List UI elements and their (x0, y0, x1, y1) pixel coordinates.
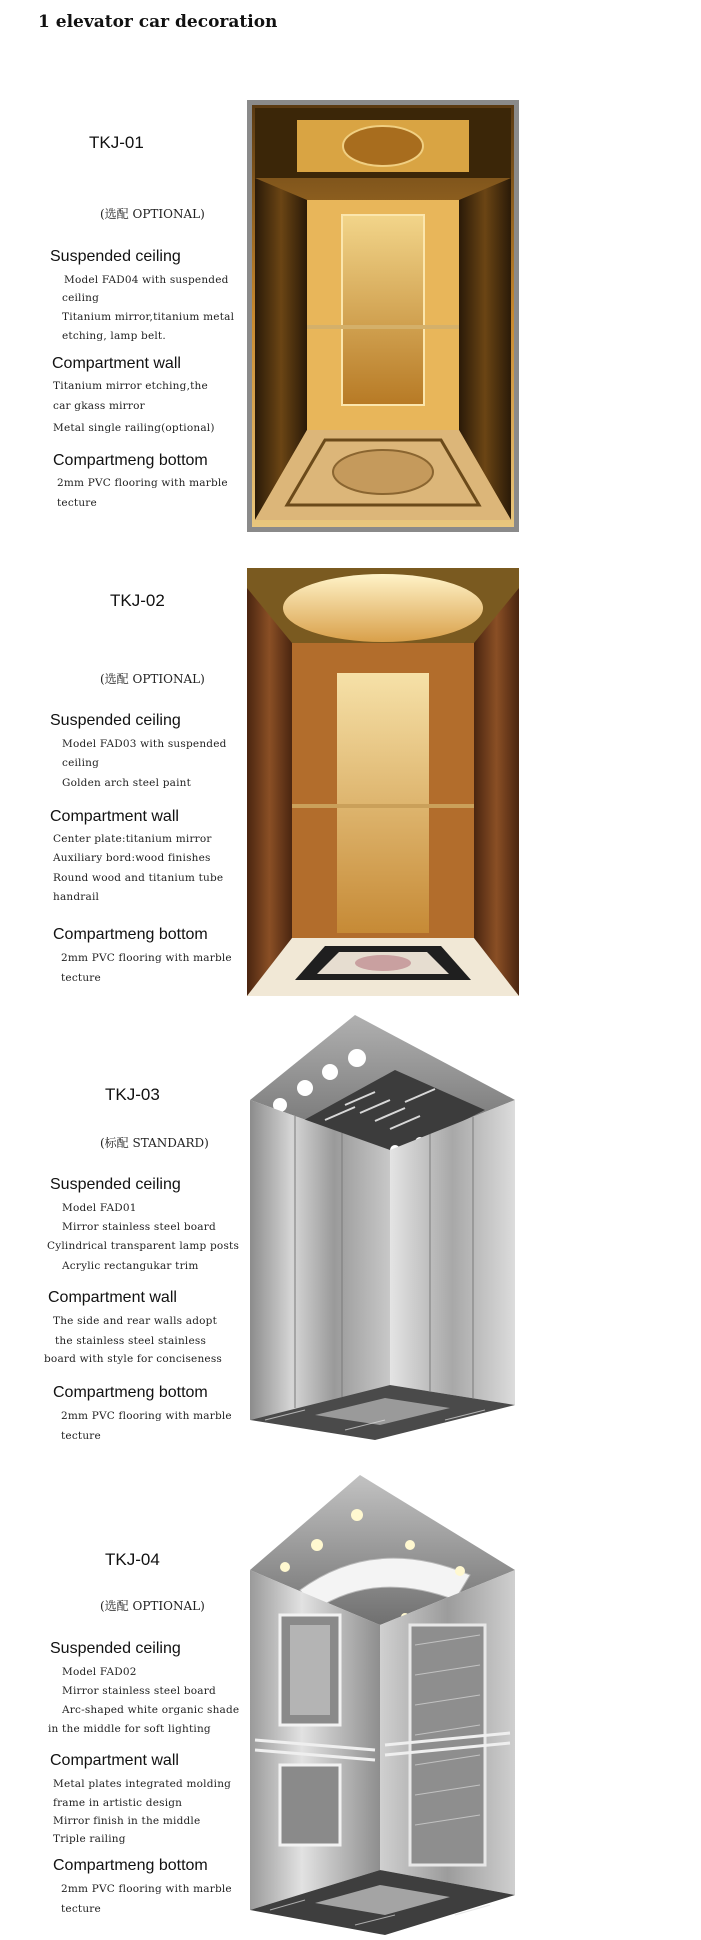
wall-line: Center plate:titanium mirror (53, 833, 212, 845)
ceiling-line: Model FAD04 with suspended (64, 274, 229, 286)
wall-line: car gkass mirror (53, 400, 145, 412)
model-name: TKJ-04 (105, 1550, 160, 1569)
elevator-car-photo (247, 100, 519, 532)
wall-line: Titanium mirror etching,the (53, 380, 208, 392)
model-name: TKJ-01 (89, 133, 144, 152)
ceiling-line: ceiling (62, 292, 100, 304)
page-title: 1 elevator car decoration (38, 12, 278, 32)
bottom-line: tecture (61, 972, 101, 984)
wall-heading: Compartment wall (52, 355, 181, 372)
bottom-heading: Compartmeng bottom (53, 1857, 208, 1874)
wall-line: Auxiliary bord:wood finishes (53, 852, 211, 864)
ceiling-line: Model FAD03 with suspended (62, 738, 227, 750)
ceiling-heading: Suspended ceiling (50, 712, 181, 729)
model-name: TKJ-03 (105, 1085, 160, 1104)
bottom-line: 2mm PVC flooring with marble (61, 952, 232, 964)
ceiling-line: Arc-shaped white organic shade (62, 1704, 240, 1716)
ceiling-line: Model FAD01 (62, 1202, 137, 1214)
wall-line: frame in artistic design (53, 1797, 183, 1809)
ceiling-line: Titanium mirror,titanium metal (62, 311, 235, 323)
wall-heading: Compartment wall (48, 1289, 177, 1306)
wall-heading: Compartment wall (50, 1752, 179, 1769)
option-label: (选配 OPTIONAL) (100, 672, 205, 686)
bottom-heading: Compartmeng bottom (53, 452, 208, 469)
model-name: TKJ-02 (110, 591, 165, 610)
ceiling-line: etching, lamp belt. (62, 330, 166, 342)
elevator-car-photo (247, 568, 519, 996)
ceiling-heading: Suspended ceiling (50, 1640, 181, 1657)
ceiling-line: Mirror stainless steel board (62, 1685, 216, 1697)
wall-line: Metal plates integrated molding (53, 1778, 232, 1790)
wall-line: Metal single railing(optional) (53, 422, 215, 434)
bottom-line: 2mm PVC flooring with marble (57, 477, 228, 489)
elevator-car-photo (245, 1010, 520, 1440)
wall-line: Round wood and titanium tube (53, 872, 224, 884)
wall-line: handrail (53, 891, 100, 903)
ceiling-line: in the middle for soft lighting (48, 1723, 211, 1735)
ceiling-line: Acrylic rectangukar trim (62, 1260, 199, 1272)
bottom-line: 2mm PVC flooring with marble (61, 1883, 232, 1895)
wall-line: the stainless steel stainless (55, 1335, 207, 1347)
option-label: (标配 STANDARD) (100, 1136, 209, 1150)
ceiling-line: Mirror stainless steel board (62, 1221, 216, 1233)
bottom-line: tecture (57, 497, 97, 509)
wall-line: The side and rear walls adopt (53, 1315, 218, 1327)
ceiling-heading: Suspended ceiling (50, 1176, 181, 1193)
ceiling-line: ceiling (62, 757, 100, 769)
bottom-line: 2mm PVC flooring with marble (61, 1410, 232, 1422)
ceiling-line: Cylindrical transparent lamp posts (47, 1240, 240, 1252)
bottom-heading: Compartmeng bottom (53, 926, 208, 943)
bottom-heading: Compartmeng bottom (53, 1384, 208, 1401)
option-label: (选配 OPTIONAL) (100, 207, 205, 221)
wall-line: Triple railing (53, 1833, 126, 1845)
bottom-line: tecture (61, 1903, 101, 1915)
wall-line: Mirror finish in the middle (53, 1815, 201, 1827)
bottom-line: tecture (61, 1430, 101, 1442)
ceiling-line: Golden arch steel paint (62, 777, 192, 789)
elevator-car-photo (245, 1475, 520, 1935)
ceiling-line: Model FAD02 (62, 1666, 137, 1678)
wall-line: board with style for conciseness (44, 1353, 223, 1365)
ceiling-heading: Suspended ceiling (50, 248, 181, 265)
wall-heading: Compartment wall (50, 808, 179, 825)
option-label: (选配 OPTIONAL) (100, 1599, 205, 1613)
